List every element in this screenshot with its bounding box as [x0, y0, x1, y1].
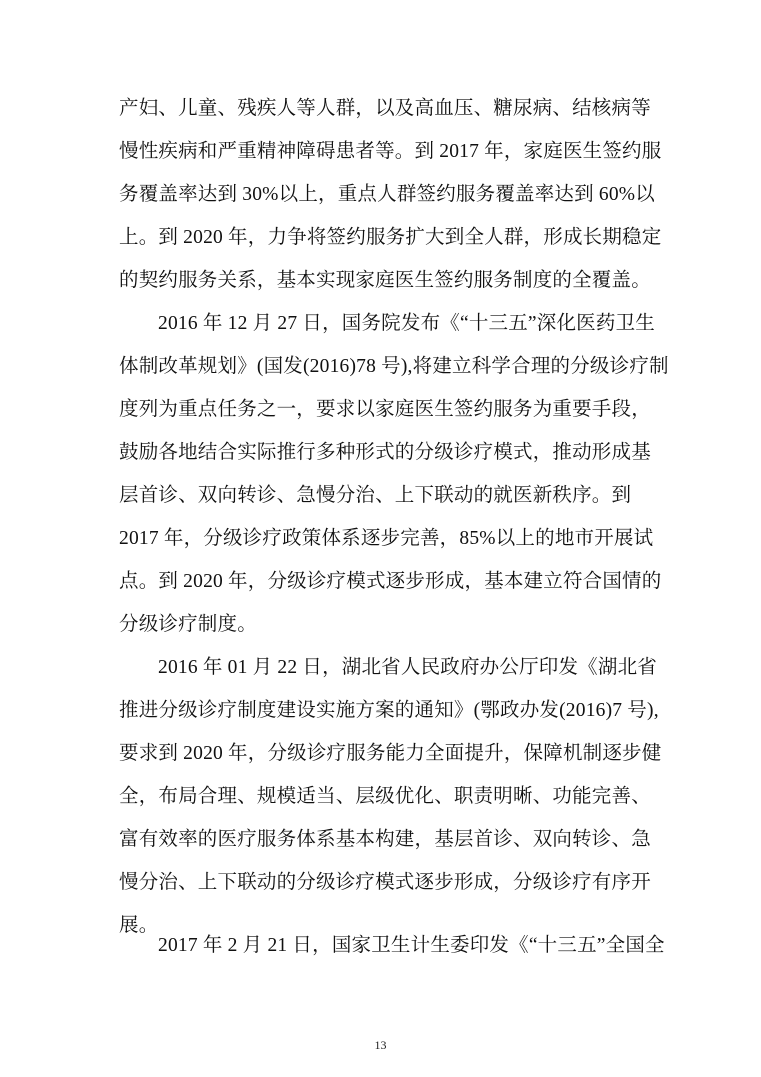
text-line: 的契约服务关系，基本实现家庭医生签约服务制度的全覆盖。 — [119, 270, 651, 291]
text-line: 务覆盖率达到 30%以上，重点人群签约服务覆盖率达到 60%以 — [119, 184, 655, 205]
text-line: 慢性疾病和严重精神障碍患者等。到 2017 年，家庭医生签约服 — [119, 141, 662, 162]
text-line: 层首诊、双向转诊、急慢分治、上下联动的就医新秩序。到 — [119, 485, 632, 506]
text-line: 产妇、儿童、残疾人等人群，以及高血压、糖尿病、结核病等 — [119, 98, 651, 119]
text-line: 2017 年，分级诊疗政策体系逐步完善，85%以上的地市开展试 — [119, 528, 654, 549]
paragraph-start-line: 2017 年 2 月 21 日，国家卫生计生委印发《“十三五”全国全 — [158, 935, 665, 956]
text-line: 要求到 2020 年，分级诊疗服务能力全面提升，保障机制逐步健 — [119, 743, 662, 764]
text-line: 全，布局合理、规模适当、层级优化、职责明晰、功能完善、 — [119, 786, 651, 807]
paragraph-start-line: 2016 年 01 月 22 日，湖北省人民政府办公厅印发《湖北省 — [158, 657, 657, 678]
text-line: 展。 — [119, 915, 159, 936]
text-line: 分级诊疗制度。 — [119, 614, 257, 635]
text-line: 点。到 2020 年，分级诊疗模式逐步形成，基本建立符合国情的 — [119, 571, 662, 592]
text-line: 推进分级诊疗制度建设实施方案的通知》(鄂政办发(2016)7 号), — [119, 700, 659, 721]
text-line: 体制改革规划》(国发(2016)78 号),将建立科学合理的分级诊疗制 — [119, 356, 669, 377]
text-line: 富有效率的医疗服务体系基本构建，基层首诊、双向转诊、急 — [119, 829, 651, 850]
paragraph-start-line: 2016 年 12 月 27 日，国务院发布《“十三五”深化医药卫生 — [158, 313, 655, 334]
text-line: 鼓励各地结合实际推行多种形式的分级诊疗模式，推动形成基 — [119, 442, 651, 463]
text-line: 度列为重点任务之一，要求以家庭医生签约服务为重要手段， — [119, 399, 651, 420]
text-line: 慢分治、上下联动的分级诊疗模式逐步形成，分级诊疗有序开 — [119, 872, 651, 893]
page-number: 13 — [374, 1038, 387, 1052]
text-line: 上。到 2020 年，力争将签约服务扩大到全人群，形成长期稳定 — [119, 227, 662, 248]
